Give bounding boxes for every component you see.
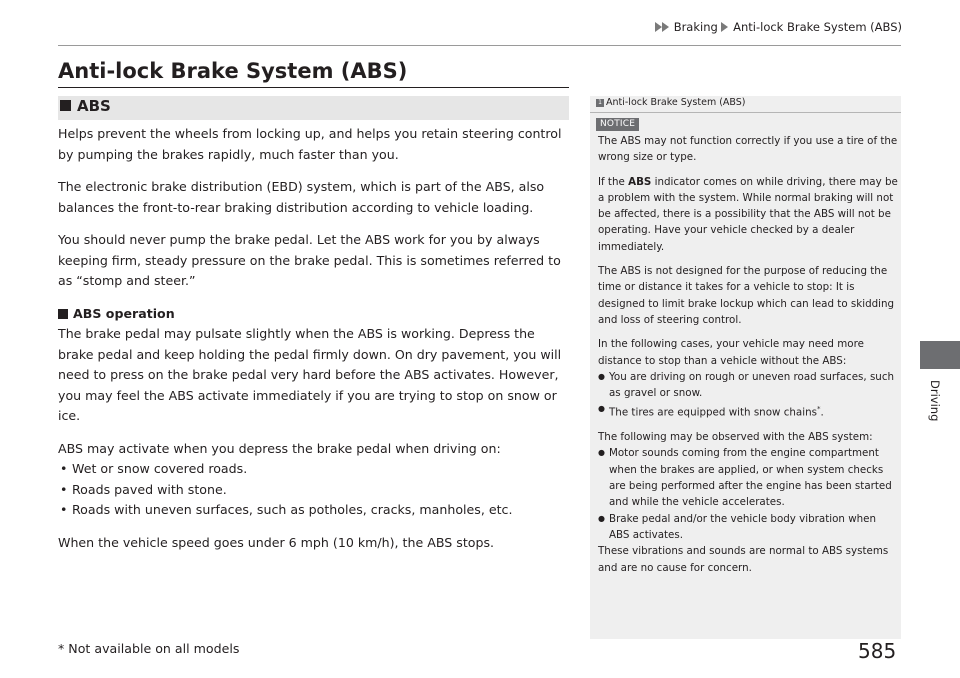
body-paragraph: You should never pump the brake pedal. Let the ABS work for you by always keeping firm, steady pressure on the brake pedal. This is sometimes referred to as “stomp and steer.” <box>58 232 561 288</box>
square-bullet-icon <box>58 309 68 319</box>
list-item: ● You are driving on rough or uneven road surfaces, such as gravel or snow. <box>598 369 898 402</box>
page-title: Anti-lock Brake System (ABS) <box>58 59 408 83</box>
body-paragraph: When the vehicle speed goes under 6 mph (10 km/h), the ABS stops. <box>58 534 495 550</box>
footnote-mark: * <box>816 405 821 414</box>
chapter-tab-label: Driving <box>928 380 942 422</box>
note-body <box>598 133 898 576</box>
note-panel <box>590 96 901 639</box>
reference-number: 1 <box>596 99 604 107</box>
condition-list <box>58 459 572 521</box>
chapter-tab-marker[interactable] <box>920 341 960 369</box>
note-paragraph: If the ABS indicator comes on while driving, there may be a problem with the system. While normal braking will not be affected, there is a possibility that the ABS will not be operating. Have your vehicle checked by a dealer immediately. <box>598 175 898 253</box>
case-list <box>598 369 898 421</box>
chapter-tab[interactable] <box>928 380 948 440</box>
list-item: ● Motor sounds coming from the engine compartment when the brakes are applied, or when system checks are being performed after the engine has been started and while the vehicle accelerates. <box>598 445 898 510</box>
page-number: 585 <box>858 639 897 663</box>
note-paragraph: These vibrations and sounds are normal to ABS systems and are no cause for concern. <box>598 545 889 574</box>
note-paragraph: In the following cases, your vehicle may need more distance to stop than a vehicle without the ABS: <box>598 338 864 367</box>
note-paragraph: The following may be observed with the ABS system: <box>598 431 873 444</box>
arrow-icon <box>721 22 728 32</box>
list-item: • Roads paved with stone. <box>58 480 572 501</box>
body-paragraph: The electronic brake distribution (EBD) system, which is part of the ABS, also balances the front-to-rear braking distribution according to vehicle loading. <box>58 179 545 215</box>
note-paragraph: The ABS may not function correctly if you use a tire of the wrong size or type. <box>598 135 898 164</box>
note-header-label: Anti-lock Brake System (ABS) <box>606 97 746 108</box>
breadcrumb-item-braking[interactable]: Braking <box>673 20 718 34</box>
subheading-label: ABS operation <box>73 305 175 321</box>
header-rule <box>58 45 901 46</box>
list-item: • Roads with uneven surfaces, such as potholes, cracks, manholes, etc. <box>58 500 572 521</box>
breadcrumb-item-abs[interactable]: Anti-lock Brake System (ABS) <box>733 20 902 34</box>
body-paragraph: ABS may activate when you depress the brake pedal when driving on: <box>58 440 501 456</box>
body-paragraph: Helps prevent the wheels from locking up, and helps you retain steering control by pumping the brakes rapidly, much faster than you. <box>58 126 562 162</box>
arrow-icon <box>655 22 662 32</box>
section-heading: ABS <box>77 97 111 115</box>
main-body <box>58 124 572 553</box>
body-paragraph: The brake pedal may pulsate slightly when the ABS is working. Depress the brake pedal and keep holding the pedal firmly down. On dry pavement, you will need to press on the brake pedal very hard before the ABS activates. However, you may feel the ABS activate immediately if you are trying to stop on snow or ice. <box>58 326 562 423</box>
note-header <box>596 97 746 108</box>
notice-badge: NOTICE <box>596 118 639 131</box>
subheading <box>58 304 572 325</box>
indicator-name: ABS <box>628 175 652 188</box>
list-item: ● The tires are equipped with snow chains*. <box>598 401 898 421</box>
list-item: ● Brake pedal and/or the vehicle body vibration when ABS activates. <box>598 511 898 544</box>
note-header-rule <box>590 112 901 113</box>
square-bullet-icon <box>60 100 71 111</box>
title-rule <box>58 87 569 88</box>
list-item: • Wet or snow covered roads. <box>58 459 572 480</box>
observation-list <box>598 445 898 543</box>
breadcrumb <box>655 20 902 34</box>
arrow-icon <box>662 22 669 32</box>
note-paragraph: The ABS is not designed for the purpose of reducing the time or distance it takes for a vehicle to stop: It is designed to limit brake lockup which can lead to skidding and loss of steering control. <box>598 265 895 326</box>
section-heading-bar <box>58 96 569 120</box>
footnote: * Not available on all models <box>58 641 240 656</box>
